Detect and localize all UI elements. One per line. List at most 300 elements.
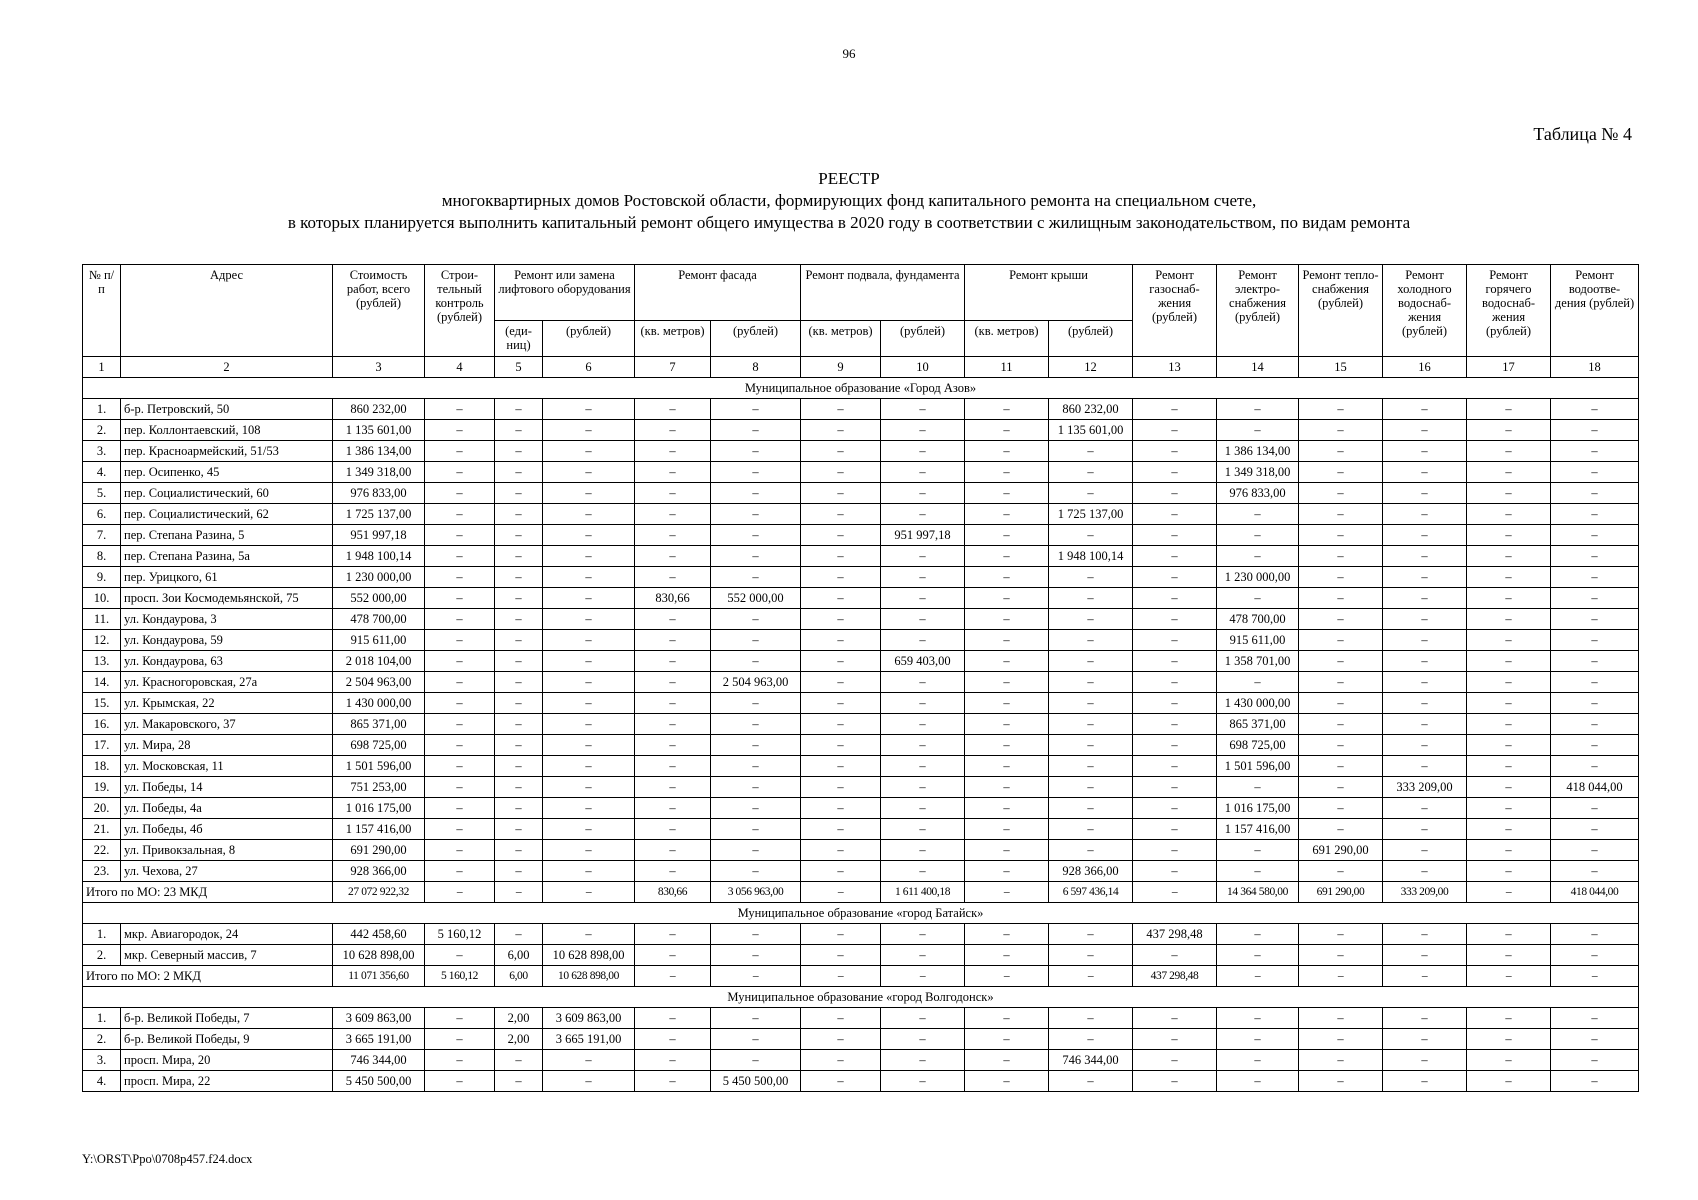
value-cell: –: [1383, 714, 1467, 735]
value-cell: –: [1551, 735, 1639, 756]
value-cell: –: [495, 735, 543, 756]
value-cell: –: [1551, 861, 1639, 882]
value-cell: –: [711, 819, 801, 840]
row-number: 15.: [83, 693, 121, 714]
table-row: [83, 945, 1639, 966]
address-cell: ул. Крымская, 22: [121, 693, 333, 714]
total-value-cell: –: [1467, 966, 1551, 987]
value-cell: –: [801, 1029, 881, 1050]
address-cell: просп. Мира, 20: [121, 1050, 333, 1071]
value-cell: –: [543, 756, 635, 777]
header-drainage: Ремонт водоотве-дения (рублей): [1551, 265, 1639, 357]
value-cell: –: [1467, 546, 1551, 567]
value-cell: –: [495, 483, 543, 504]
value-cell: –: [1133, 1029, 1217, 1050]
section-title: Муниципальное образование «город Батайск»: [83, 903, 1639, 924]
column-number-cell: 5: [495, 357, 543, 378]
value-cell: –: [543, 525, 635, 546]
value-cell: –: [1049, 777, 1133, 798]
value-cell: –: [1383, 735, 1467, 756]
value-cell: –: [1299, 777, 1383, 798]
value-cell: –: [1133, 861, 1217, 882]
total-value-cell: –: [801, 966, 881, 987]
total-row: [83, 966, 1639, 987]
value-cell: 1 230 000,00: [333, 567, 425, 588]
value-cell: –: [425, 462, 495, 483]
value-cell: –: [425, 1029, 495, 1050]
address-cell: пер. Социалистический, 60: [121, 483, 333, 504]
row-number: 6.: [83, 504, 121, 525]
column-number-cell: 3: [333, 357, 425, 378]
value-cell: –: [1049, 1008, 1133, 1029]
value-cell: 928 366,00: [1049, 861, 1133, 882]
value-cell: –: [1467, 504, 1551, 525]
value-cell: –: [1133, 588, 1217, 609]
column-number-cell: 12: [1049, 357, 1133, 378]
address-cell: пер. Коллонтаевский, 108: [121, 420, 333, 441]
value-cell: –: [801, 1071, 881, 1092]
value-cell: –: [711, 924, 801, 945]
value-cell: –: [495, 861, 543, 882]
row-number: 11.: [83, 609, 121, 630]
value-cell: –: [543, 1050, 635, 1071]
header-num: № п/п: [83, 265, 121, 357]
value-cell: –: [1133, 546, 1217, 567]
table-row: [83, 861, 1639, 882]
section-header-row: [83, 987, 1639, 1008]
value-cell: –: [543, 651, 635, 672]
table-row: [83, 798, 1639, 819]
value-cell: –: [1049, 483, 1133, 504]
value-cell: 751 253,00: [333, 777, 425, 798]
value-cell: –: [543, 1071, 635, 1092]
value-cell: –: [801, 462, 881, 483]
value-cell: –: [543, 693, 635, 714]
value-cell: –: [1383, 798, 1467, 819]
value-cell: –: [965, 1029, 1049, 1050]
value-cell: –: [881, 609, 965, 630]
value-cell: 10 628 898,00: [543, 945, 635, 966]
address-cell: пер. Осипенко, 45: [121, 462, 333, 483]
value-cell: –: [425, 651, 495, 672]
value-cell: –: [801, 504, 881, 525]
value-cell: 698 725,00: [333, 735, 425, 756]
value-cell: –: [635, 945, 711, 966]
value-cell: –: [543, 567, 635, 588]
value-cell: –: [965, 819, 1049, 840]
value-cell: 698 725,00: [1217, 735, 1299, 756]
table-row: [83, 525, 1639, 546]
value-cell: –: [635, 735, 711, 756]
value-cell: –: [1551, 609, 1639, 630]
total-value-cell: –: [543, 882, 635, 903]
value-cell: 860 232,00: [333, 399, 425, 420]
total-value-cell: 418 044,00: [1551, 882, 1639, 903]
value-cell: –: [1551, 630, 1639, 651]
value-cell: –: [635, 777, 711, 798]
table-row: [83, 630, 1639, 651]
document-title: [0, 168, 1698, 234]
value-cell: –: [635, 840, 711, 861]
value-cell: –: [1049, 840, 1133, 861]
value-cell: –: [635, 525, 711, 546]
value-cell: –: [495, 1050, 543, 1071]
value-cell: –: [801, 777, 881, 798]
row-number: 12.: [83, 630, 121, 651]
row-number: 19.: [83, 777, 121, 798]
value-cell: –: [1551, 1050, 1639, 1071]
value-cell: –: [801, 714, 881, 735]
value-cell: –: [425, 756, 495, 777]
value-cell: –: [1049, 1071, 1133, 1092]
value-cell: –: [543, 672, 635, 693]
value-cell: –: [1467, 1050, 1551, 1071]
value-cell: 1 430 000,00: [1217, 693, 1299, 714]
value-cell: –: [1133, 693, 1217, 714]
address-cell: ул. Кондаурова, 63: [121, 651, 333, 672]
value-cell: –: [1133, 840, 1217, 861]
value-cell: –: [881, 714, 965, 735]
value-cell: –: [1049, 735, 1133, 756]
value-cell: –: [495, 672, 543, 693]
value-cell: –: [965, 735, 1049, 756]
value-cell: –: [1133, 1050, 1217, 1071]
value-cell: –: [965, 1071, 1049, 1092]
value-cell: –: [1467, 756, 1551, 777]
value-cell: –: [965, 840, 1049, 861]
total-label: Итого по МО: 2 МКД: [83, 966, 333, 987]
value-cell: –: [1467, 1008, 1551, 1029]
value-cell: –: [881, 504, 965, 525]
value-cell: 1 725 137,00: [333, 504, 425, 525]
value-cell: –: [1299, 588, 1383, 609]
value-cell: –: [495, 567, 543, 588]
header-control: Строи-тельный контроль (рублей): [425, 265, 495, 357]
column-number-cell: 10: [881, 357, 965, 378]
value-cell: –: [801, 693, 881, 714]
address-cell: б-р. Петровский, 50: [121, 399, 333, 420]
value-cell: –: [543, 924, 635, 945]
value-cell: –: [965, 546, 1049, 567]
total-value-cell: 10 628 898,00: [543, 966, 635, 987]
value-cell: –: [425, 630, 495, 651]
total-value-cell: 691 290,00: [1299, 882, 1383, 903]
value-cell: 1 386 134,00: [333, 441, 425, 462]
column-number-cell: 15: [1299, 357, 1383, 378]
value-cell: –: [1299, 441, 1383, 462]
value-cell: 2 504 963,00: [711, 672, 801, 693]
value-cell: –: [965, 609, 1049, 630]
value-cell: –: [965, 462, 1049, 483]
address-cell: ул. Красногоровская, 27а: [121, 672, 333, 693]
value-cell: 3 665 191,00: [543, 1029, 635, 1050]
value-cell: –: [425, 1050, 495, 1071]
value-cell: –: [965, 588, 1049, 609]
table-row: [83, 651, 1639, 672]
column-number-cell: 9: [801, 357, 881, 378]
value-cell: –: [1383, 441, 1467, 462]
table-row: [83, 924, 1639, 945]
value-cell: 1 725 137,00: [1049, 504, 1133, 525]
value-cell: –: [543, 609, 635, 630]
value-cell: –: [1467, 399, 1551, 420]
row-number: 1.: [83, 924, 121, 945]
value-cell: –: [1467, 609, 1551, 630]
value-cell: 552 000,00: [711, 588, 801, 609]
value-cell: –: [965, 1050, 1049, 1071]
value-cell: –: [711, 483, 801, 504]
value-cell: –: [881, 567, 965, 588]
value-cell: –: [881, 756, 965, 777]
row-number: 1.: [83, 399, 121, 420]
address-cell: ул. Привокзальная, 8: [121, 840, 333, 861]
table-body: [83, 378, 1639, 1092]
value-cell: –: [1049, 672, 1133, 693]
value-cell: 552 000,00: [333, 588, 425, 609]
total-value-cell: 27 072 922,32: [333, 882, 425, 903]
value-cell: –: [495, 756, 543, 777]
value-cell: –: [425, 567, 495, 588]
value-cell: –: [495, 819, 543, 840]
value-cell: –: [801, 840, 881, 861]
value-cell: –: [1383, 483, 1467, 504]
value-cell: 1 016 175,00: [1217, 798, 1299, 819]
value-cell: –: [495, 546, 543, 567]
value-cell: –: [1467, 525, 1551, 546]
value-cell: –: [1467, 924, 1551, 945]
value-cell: –: [965, 525, 1049, 546]
value-cell: –: [1551, 588, 1639, 609]
value-cell: 5 450 500,00: [333, 1071, 425, 1092]
value-cell: –: [1133, 735, 1217, 756]
table-row: [83, 1071, 1639, 1092]
value-cell: –: [801, 735, 881, 756]
address-cell: ул. Победы, 4б: [121, 819, 333, 840]
footer-file-path: Y:\ORST\Ppo\0708p457.f24.docx: [82, 1152, 253, 1166]
value-cell: –: [543, 798, 635, 819]
value-cell: –: [1299, 567, 1383, 588]
value-cell: –: [965, 651, 1049, 672]
value-cell: –: [635, 399, 711, 420]
value-cell: –: [1217, 546, 1299, 567]
table-header: [83, 265, 1639, 378]
value-cell: 333 209,00: [1383, 777, 1467, 798]
header-roof: Ремонт крыши: [965, 265, 1133, 321]
row-number: 8.: [83, 546, 121, 567]
value-cell: –: [543, 630, 635, 651]
value-cell: 2 504 963,00: [333, 672, 425, 693]
value-cell: –: [425, 588, 495, 609]
value-cell: –: [801, 756, 881, 777]
value-cell: –: [1467, 693, 1551, 714]
value-cell: –: [635, 924, 711, 945]
value-cell: –: [1299, 525, 1383, 546]
value-cell: –: [1383, 504, 1467, 525]
value-cell: 1 501 596,00: [333, 756, 425, 777]
value-cell: 3 609 863,00: [333, 1008, 425, 1029]
value-cell: –: [1133, 483, 1217, 504]
row-number: 14.: [83, 672, 121, 693]
value-cell: 1 349 318,00: [333, 462, 425, 483]
value-cell: –: [543, 483, 635, 504]
value-cell: –: [965, 798, 1049, 819]
value-cell: –: [543, 504, 635, 525]
value-cell: –: [801, 630, 881, 651]
value-cell: –: [495, 525, 543, 546]
value-cell: –: [711, 399, 801, 420]
registry-table: [82, 264, 1639, 1092]
value-cell: –: [635, 1008, 711, 1029]
address-cell: ул. Кондаурова, 59: [121, 630, 333, 651]
table-row: [83, 1029, 1639, 1050]
value-cell: –: [711, 861, 801, 882]
value-cell: –: [635, 819, 711, 840]
address-cell: ул. Московская, 11: [121, 756, 333, 777]
value-cell: –: [801, 546, 881, 567]
value-cell: –: [1383, 924, 1467, 945]
value-cell: –: [1467, 798, 1551, 819]
value-cell: 3 665 191,00: [333, 1029, 425, 1050]
value-cell: –: [965, 714, 1049, 735]
address-cell: б-р. Великой Победы, 9: [121, 1029, 333, 1050]
header-address: Адрес: [121, 265, 333, 357]
value-cell: 865 371,00: [333, 714, 425, 735]
header-heat: Ремонт тепло-снабжения (рублей): [1299, 265, 1383, 357]
value-cell: –: [881, 672, 965, 693]
value-cell: –: [711, 567, 801, 588]
value-cell: 1 135 601,00: [1049, 420, 1133, 441]
value-cell: 951 997,18: [881, 525, 965, 546]
value-cell: –: [1467, 651, 1551, 672]
value-cell: –: [801, 819, 881, 840]
table-row: [83, 399, 1639, 420]
value-cell: 1 948 100,14: [1049, 546, 1133, 567]
value-cell: –: [1299, 924, 1383, 945]
address-cell: ул. Победы, 14: [121, 777, 333, 798]
value-cell: 915 611,00: [1217, 630, 1299, 651]
value-cell: –: [1299, 462, 1383, 483]
value-cell: –: [711, 441, 801, 462]
value-cell: –: [801, 420, 881, 441]
value-cell: –: [1299, 609, 1383, 630]
value-cell: –: [635, 861, 711, 882]
value-cell: 2,00: [495, 1029, 543, 1050]
header-roof-sqm: (кв. метров): [965, 321, 1049, 357]
value-cell: –: [495, 609, 543, 630]
value-cell: –: [635, 714, 711, 735]
row-number: 13.: [83, 651, 121, 672]
value-cell: –: [1217, 1071, 1299, 1092]
total-value-cell: –: [1049, 966, 1133, 987]
table-row: [83, 609, 1639, 630]
value-cell: –: [1383, 609, 1467, 630]
value-cell: –: [711, 945, 801, 966]
table-row: [83, 546, 1639, 567]
value-cell: –: [1551, 546, 1639, 567]
registry-table-wrapper: [82, 264, 1639, 1092]
value-cell: –: [425, 819, 495, 840]
table-row: [83, 462, 1639, 483]
value-cell: –: [1299, 672, 1383, 693]
value-cell: –: [1383, 420, 1467, 441]
value-cell: –: [1133, 798, 1217, 819]
header-lift: Ремонт или замена лифтового оборудования: [495, 265, 635, 321]
value-cell: –: [881, 399, 965, 420]
value-cell: –: [1383, 693, 1467, 714]
value-cell: –: [1133, 609, 1217, 630]
value-cell: –: [1467, 819, 1551, 840]
row-number: 20.: [83, 798, 121, 819]
value-cell: –: [1383, 1071, 1467, 1092]
value-cell: –: [1383, 1050, 1467, 1071]
value-cell: –: [881, 441, 965, 462]
value-cell: –: [1299, 651, 1383, 672]
total-value-cell: –: [1299, 966, 1383, 987]
column-number-cell: 18: [1551, 357, 1639, 378]
table-row: [83, 672, 1639, 693]
row-number: 3.: [83, 1050, 121, 1071]
total-value-cell: –: [1383, 966, 1467, 987]
value-cell: –: [1383, 525, 1467, 546]
value-cell: –: [801, 1008, 881, 1029]
value-cell: –: [495, 630, 543, 651]
value-cell: –: [1551, 441, 1639, 462]
value-cell: –: [1049, 798, 1133, 819]
value-cell: –: [881, 1050, 965, 1071]
value-cell: 437 298,48: [1133, 924, 1217, 945]
value-cell: –: [1299, 504, 1383, 525]
value-cell: –: [1551, 924, 1639, 945]
value-cell: –: [1551, 1071, 1639, 1092]
value-cell: –: [1383, 672, 1467, 693]
section-header-row: [83, 378, 1639, 399]
value-cell: –: [425, 1008, 495, 1029]
value-cell: 1 016 175,00: [333, 798, 425, 819]
value-cell: –: [635, 567, 711, 588]
address-cell: мкр. Северный массив, 7: [121, 945, 333, 966]
header-facade: Ремонт фасада: [635, 265, 801, 321]
address-cell: ул. Мира, 28: [121, 735, 333, 756]
value-cell: –: [1383, 1029, 1467, 1050]
total-value-cell: 5 160,12: [425, 966, 495, 987]
value-cell: –: [711, 693, 801, 714]
value-cell: –: [635, 609, 711, 630]
row-number: 23.: [83, 861, 121, 882]
header-basement-rub: (рублей): [881, 321, 965, 357]
value-cell: 951 997,18: [333, 525, 425, 546]
value-cell: –: [1217, 924, 1299, 945]
value-cell: 860 232,00: [1049, 399, 1133, 420]
row-number: 2.: [83, 1029, 121, 1050]
value-cell: –: [965, 756, 1049, 777]
value-cell: –: [425, 525, 495, 546]
value-cell: –: [1133, 630, 1217, 651]
value-cell: –: [881, 840, 965, 861]
column-number-cell: 17: [1467, 357, 1551, 378]
value-cell: –: [881, 588, 965, 609]
header-lift-units: (еди-ниц): [495, 321, 543, 357]
value-cell: 3 609 863,00: [543, 1008, 635, 1029]
value-cell: 442 458,60: [333, 924, 425, 945]
value-cell: –: [1551, 819, 1639, 840]
value-cell: –: [425, 798, 495, 819]
value-cell: –: [1551, 1008, 1639, 1029]
value-cell: –: [1551, 945, 1639, 966]
value-cell: –: [543, 777, 635, 798]
value-cell: –: [1467, 672, 1551, 693]
value-cell: –: [425, 441, 495, 462]
column-number-cell: 14: [1217, 357, 1299, 378]
